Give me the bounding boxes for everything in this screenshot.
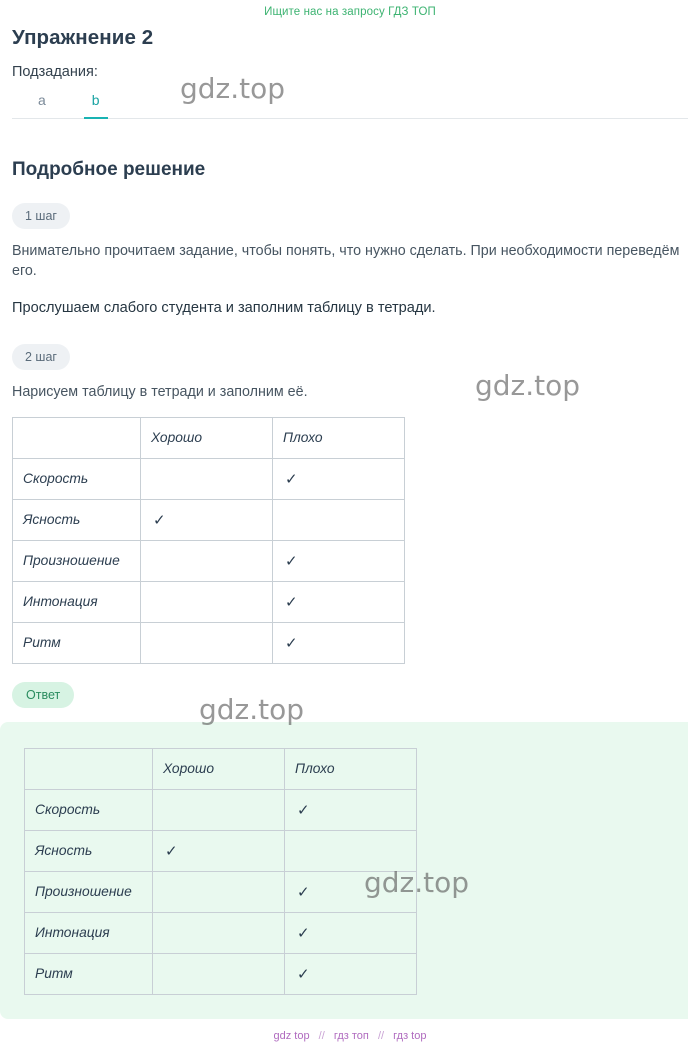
table-cell-bad: ✓ <box>273 622 405 663</box>
table-cell-bad <box>273 499 405 540</box>
table-cell-bad: ✓ <box>273 581 405 622</box>
table-row <box>25 789 417 830</box>
table-row <box>25 871 417 912</box>
answer-panel <box>0 722 688 1019</box>
step-2 <box>12 344 688 707</box>
answer-cell-good <box>153 871 285 912</box>
table-row <box>25 912 417 953</box>
solution-title: Подробное решение <box>12 159 206 180</box>
subtasks-label: Подзадания: <box>12 64 98 80</box>
table-row <box>25 830 417 871</box>
step-1 <box>12 203 688 318</box>
tab-subtask-a[interactable]: a <box>38 92 46 108</box>
answer-cell-good: ✓ <box>153 830 285 871</box>
table-header-good: Хорошо <box>141 417 273 458</box>
answer-cell-good <box>153 953 285 994</box>
content-area <box>0 26 700 708</box>
watermark: gdz.top <box>199 693 305 726</box>
page-title: Упражнение 2 <box>12 26 154 49</box>
top-banner: Ищите нас на запросу ГДЗ ТОП <box>264 6 436 18</box>
answer-badge: Ответ <box>12 682 74 708</box>
table-row-label: Скорость <box>13 458 141 499</box>
table-cell-good <box>141 540 273 581</box>
step-badge-1: 1 шаг <box>12 203 70 229</box>
answer-table-header-good: Хорошо <box>153 748 285 789</box>
table-row <box>13 622 405 663</box>
table-cell-bad: ✓ <box>273 458 405 499</box>
footer-separator-1: // <box>318 1030 325 1042</box>
table-row <box>25 953 417 994</box>
table-row-label: Ритм <box>13 622 141 663</box>
watermark: gdz.top <box>180 72 286 105</box>
answer-table-header-empty <box>25 748 153 789</box>
table-cell-good <box>141 622 273 663</box>
table-row <box>13 540 405 581</box>
footer-separator-2: // <box>377 1030 385 1042</box>
table-cell-bad: ✓ <box>273 540 405 581</box>
footer-item-2: гдз топ <box>333 1030 369 1042</box>
answer-table <box>24 748 417 995</box>
solution-table <box>12 417 405 664</box>
answer-row-label: Интонация <box>25 912 153 953</box>
footer <box>0 1030 700 1042</box>
table-row-label: Произношение <box>13 540 141 581</box>
subtask-tabs <box>12 88 688 119</box>
table-header-empty <box>13 417 141 458</box>
step-1-paragraph-1: Внимательно прочитаем задание, чтобы понять, что нужно сделать. При необходимости переведём его. <box>12 243 680 280</box>
footer-item-3: гдз top <box>393 1030 427 1042</box>
table-cell-good <box>141 581 273 622</box>
answer-cell-bad: ✓ <box>285 912 417 953</box>
step-1-paragraph-2: Прослушаем слабого студента и заполним таблицу в тетради. <box>12 299 436 316</box>
answer-cell-bad: ✓ <box>285 953 417 994</box>
answer-table-header-bad: Плохо <box>285 748 417 789</box>
watermark: gdz.top <box>475 369 581 402</box>
answer-cell-good <box>153 789 285 830</box>
answer-row-label: Ритм <box>25 953 153 994</box>
answer-table-header-row <box>25 748 417 789</box>
watermark: gdz.top <box>364 866 470 899</box>
tab-subtask-b[interactable]: b <box>84 88 108 119</box>
step-badge-2: 2 шаг <box>12 344 70 370</box>
answer-row-label: Произношение <box>25 871 153 912</box>
footer-item-1: gdz top <box>273 1030 310 1042</box>
answer-cell-bad: ✓ <box>285 871 417 912</box>
table-row <box>13 581 405 622</box>
answer-row-label: Ясность <box>25 830 153 871</box>
table-header-bad: Плохо <box>273 417 405 458</box>
step-2-paragraph-1: Нарисуем таблицу в тетради и заполним её. <box>12 384 308 401</box>
answer-cell-bad: ✓ <box>285 789 417 830</box>
table-header-row <box>13 417 405 458</box>
answer-cell-good <box>153 912 285 953</box>
table-row-label: Интонация <box>13 581 141 622</box>
table-row <box>13 499 405 540</box>
answer-cell-bad <box>285 830 417 871</box>
table-row <box>13 458 405 499</box>
answer-row-label: Скорость <box>25 789 153 830</box>
table-row-label: Ясность <box>13 499 141 540</box>
table-cell-good <box>141 458 273 499</box>
table-cell-good: ✓ <box>141 499 273 540</box>
